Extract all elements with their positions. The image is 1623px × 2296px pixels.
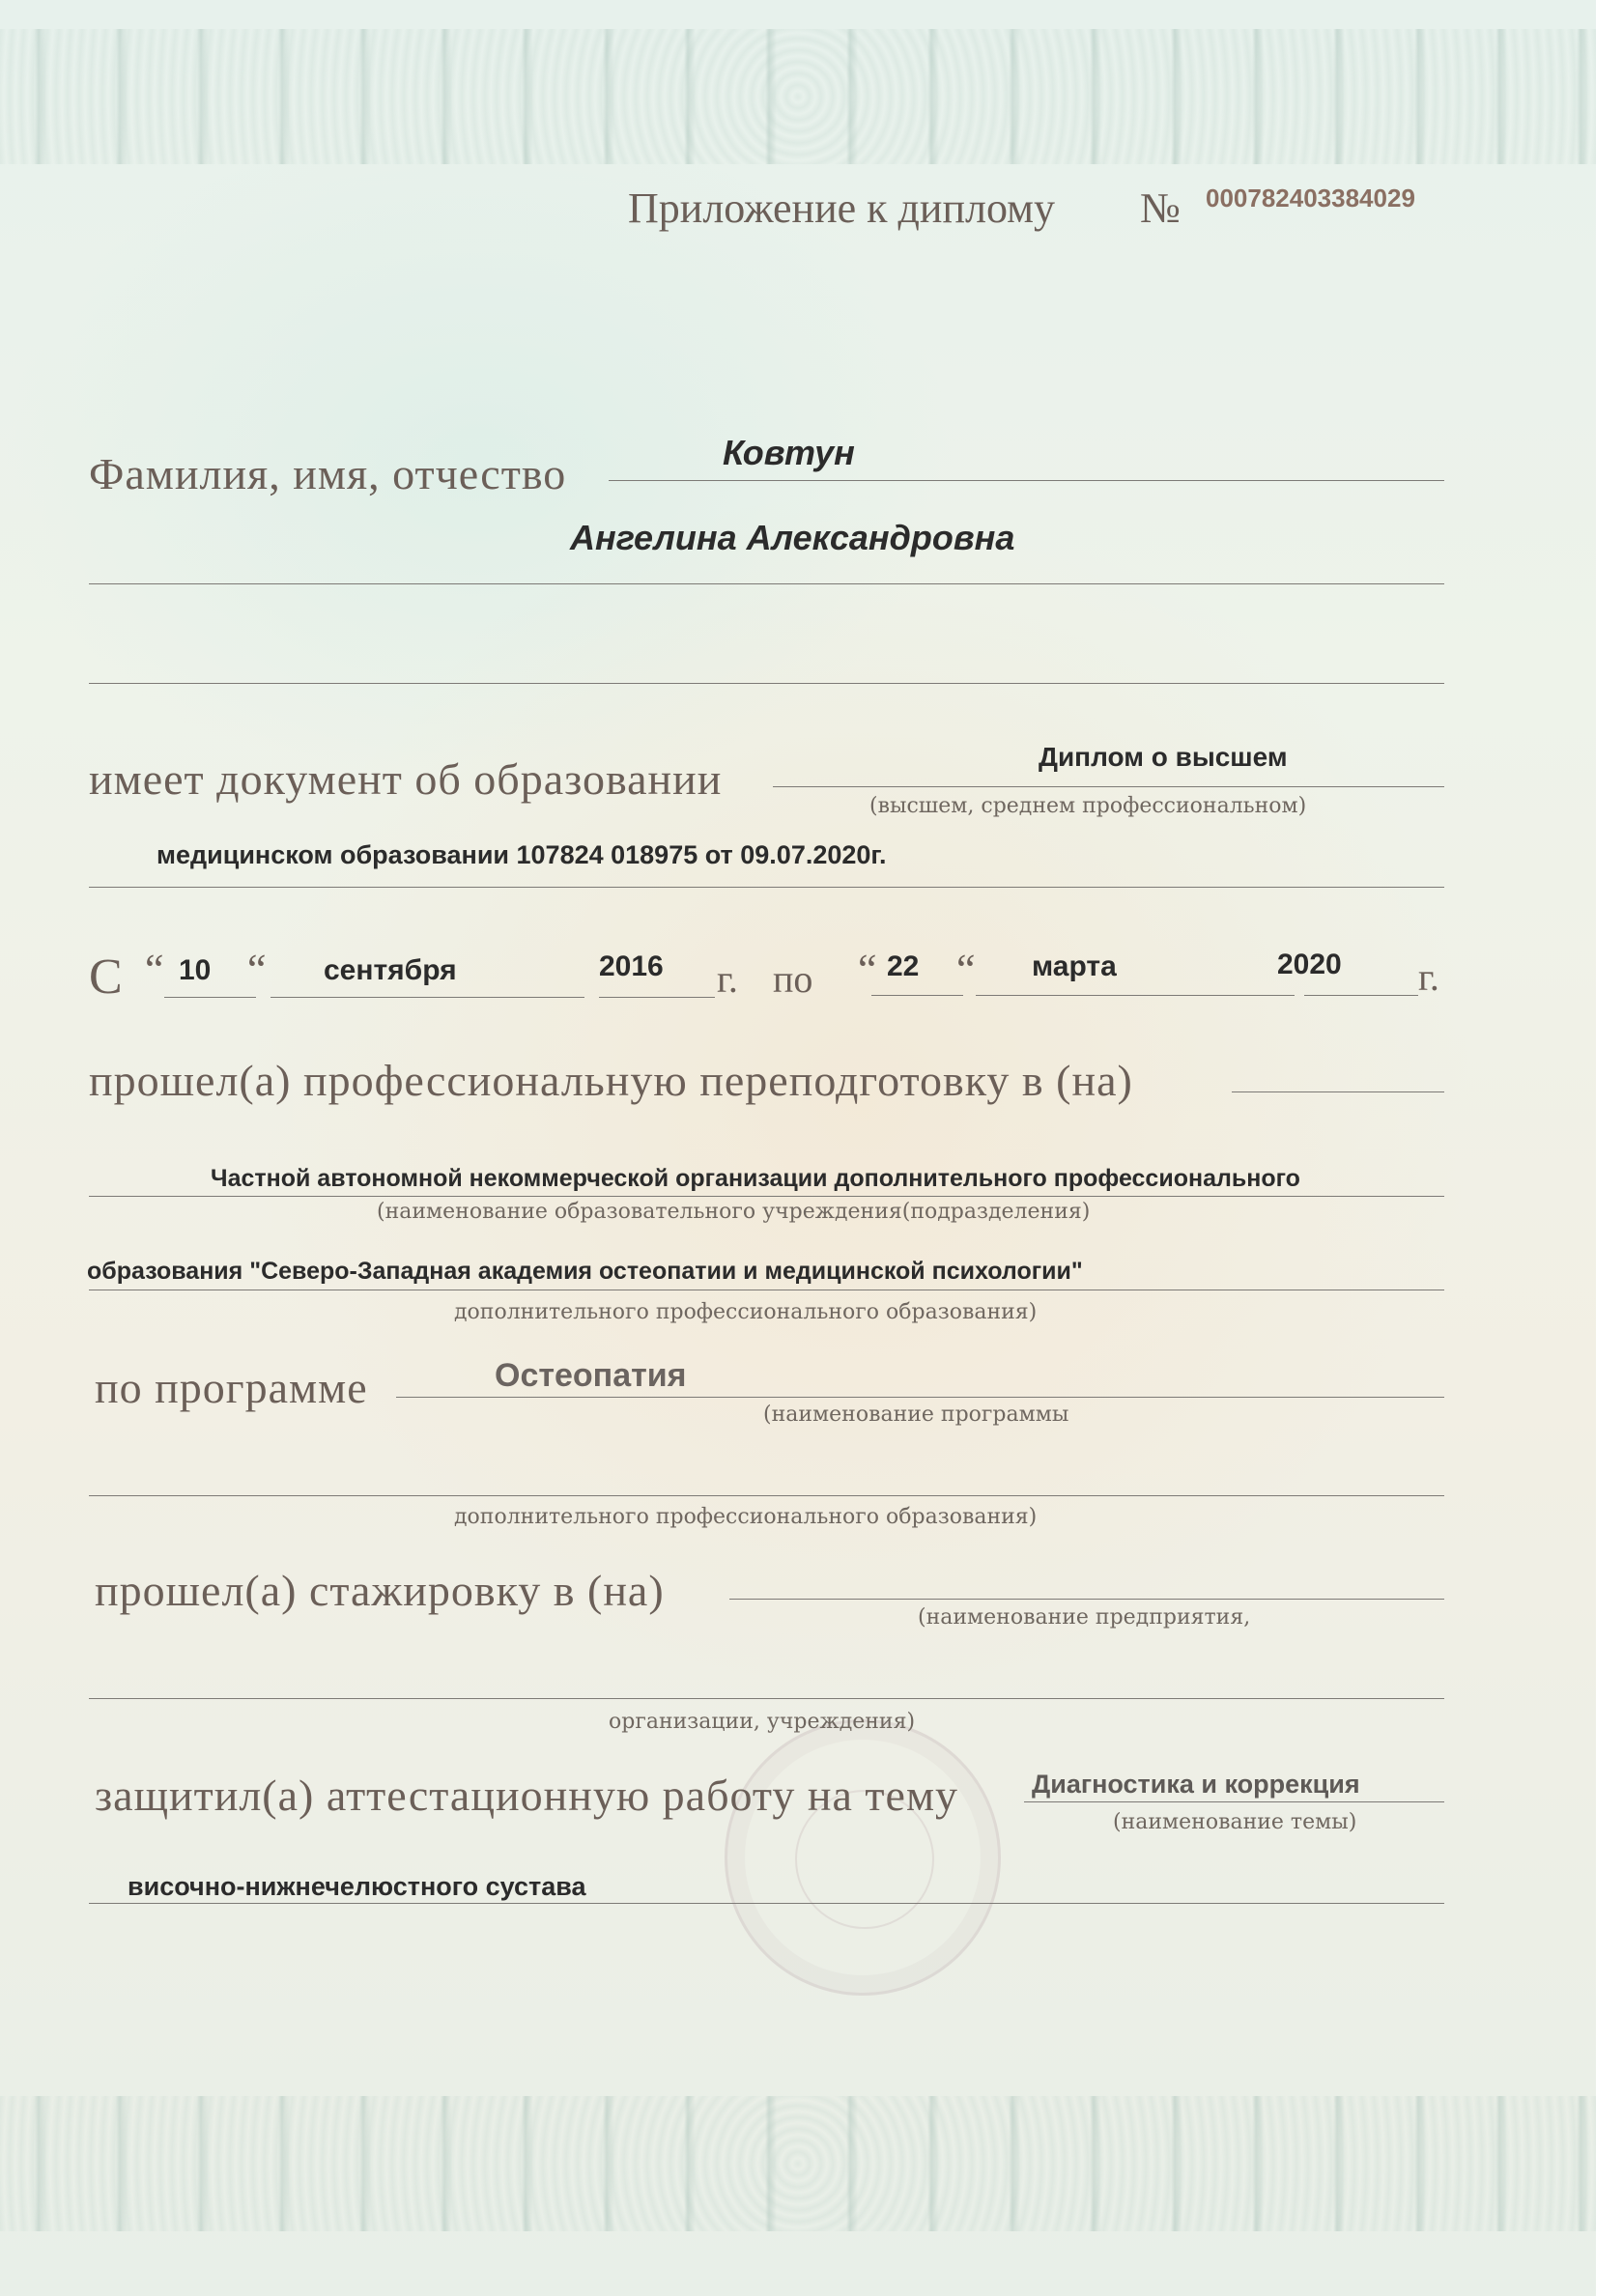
- retraining-label: прошел(а) профессиональную переподготовку в (на): [89, 1056, 1133, 1105]
- thesis-label: защитил(а) аттестационную работу на тему: [95, 1771, 959, 1820]
- program-value: Остеопатия: [495, 1357, 687, 1394]
- fio-name-patronymic: Ангелина Александровна: [570, 518, 1015, 557]
- fio-line-1: [609, 480, 1444, 481]
- period-month-from-line: [270, 997, 584, 998]
- thesis-value-2: височно-нижнечелюстного сустава: [128, 1872, 586, 1901]
- supplement-title: Приложение к диплому: [628, 184, 1055, 232]
- education-doc-hint: (высшем, среднем профессиональном): [869, 794, 1307, 818]
- internship-hint-1: (наименование предприятия,: [918, 1605, 1251, 1630]
- diploma-supplement-number: 000782403384029: [1206, 184, 1415, 213]
- program-hint-1: (наименование программы: [763, 1403, 1069, 1427]
- retraining-hint-1: (наименование образовательного учреждения(подразделения): [377, 1200, 1091, 1224]
- education-doc-line-1: [773, 786, 1444, 787]
- internship-line-1: [729, 1599, 1444, 1600]
- period-month-to-line: [976, 995, 1295, 996]
- thesis-line-2: [89, 1903, 1444, 1904]
- period-quote-close-1: “: [247, 946, 267, 993]
- fio-surname: Ковтун: [723, 433, 855, 472]
- period-day-to: 22: [887, 950, 920, 982]
- period-po: по: [773, 957, 813, 1001]
- bottom-ornament-band: [0, 2096, 1596, 2231]
- top-ornament-band: [0, 29, 1596, 164]
- thesis-hint: (наименование темы): [1113, 1810, 1357, 1834]
- internship-label: прошел(а) стажировку в (на): [95, 1566, 665, 1615]
- retraining-org-2: образования "Северо-Западная академия остеопатии и медицинской психологии": [87, 1258, 1083, 1285]
- fio-line-3: [89, 683, 1444, 684]
- period-month-to: марта: [1032, 950, 1117, 982]
- number-sign: №: [1140, 184, 1181, 232]
- education-doc-label: имеет документ об образовании: [89, 754, 723, 804]
- period-year-to-line: [1304, 995, 1418, 996]
- retraining-org-1: Частной автономной некоммерческой организации дополнительного профессионального: [211, 1165, 1300, 1192]
- period-quote-open-1: “: [145, 946, 164, 993]
- education-doc-line-2: [89, 887, 1444, 888]
- period-g-1: г.: [717, 957, 738, 1001]
- period-day-from: 10: [179, 954, 212, 986]
- period-year-to: 2020: [1277, 949, 1342, 980]
- program-line-2: [89, 1495, 1444, 1496]
- retraining-line-1: [89, 1196, 1444, 1197]
- internship-line-2: [89, 1698, 1444, 1699]
- program-label: по программе: [95, 1363, 368, 1412]
- thesis-value-1: Диагностика и коррекция: [1032, 1770, 1360, 1799]
- internship-hint-2: организации, учреждения): [609, 1710, 916, 1734]
- thesis-line-1: [1024, 1801, 1444, 1802]
- faded-seal-emblem: [725, 1719, 1001, 1996]
- education-doc-value-2: медицинском образовании 107824 018975 от 09.07.2020г.: [157, 840, 887, 869]
- period-year-from: 2016: [599, 950, 664, 982]
- education-doc-value-1: Диплом о высшем: [1039, 742, 1288, 772]
- program-hint-2: дополнительного профессионального образования): [454, 1505, 1038, 1529]
- fio-label: Фамилия, имя, отчество: [89, 449, 567, 498]
- period-day-to-line: [871, 995, 963, 996]
- program-line-1: [396, 1397, 1444, 1398]
- period-quote-open-2: “: [858, 946, 877, 993]
- period-prefix: С: [89, 950, 123, 1005]
- period-quote-close-2: “: [956, 946, 976, 993]
- period-g-2: г.: [1418, 955, 1439, 999]
- period-day-from-line: [164, 997, 256, 998]
- retraining-hint-2: дополнительного профессионального образования): [454, 1300, 1038, 1324]
- retraining-line-0: [1232, 1091, 1444, 1092]
- fio-line-2: [89, 583, 1444, 584]
- period-year-from-line: [599, 997, 715, 998]
- period-month-from: сентября: [324, 954, 457, 986]
